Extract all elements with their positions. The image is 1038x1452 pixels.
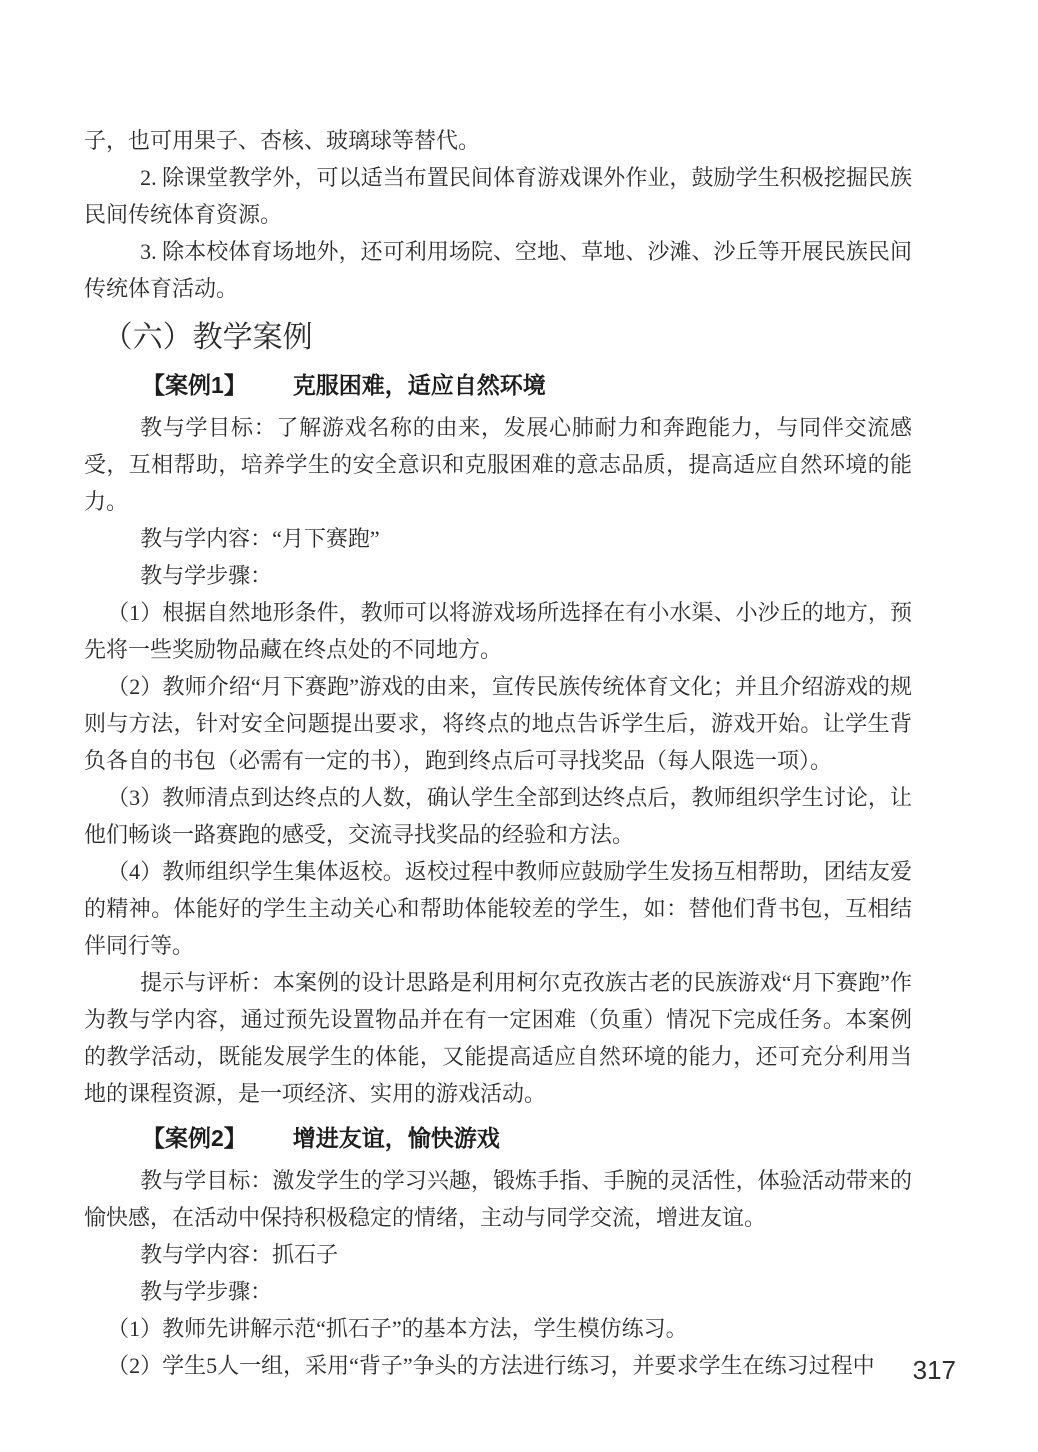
case1-heading [84, 367, 912, 403]
case1-step-1: （1）根据自然地形条件，教师可以将游戏场所选择在有小水渠、小沙丘的地方，预先将一些奖励物品藏在终点处的不同地方。 [84, 600, 912, 662]
intro-continuation-paragraph: 子，也可用果子、杏核、玻璃球等替代。 [84, 128, 481, 153]
case1-content-paragraph: 教与学内容：“月下赛跑” [140, 526, 380, 551]
case1-step-3: （3）教师清点到达终点的人数，确认学生全部到达终点后，教师组织学生讨论，让他们畅谈一路赛跑的感受，交流寻找奖品的经验和方法。 [84, 785, 912, 847]
section-heading: （六）教学案例 [102, 321, 313, 354]
case2-heading [84, 1120, 912, 1156]
intro-item-2-paragraph: 2. 除课堂教学外，可以适当布置民间体育游戏课外作业，鼓励学生积极挖掘民族民间传统体育资源。 [84, 165, 912, 227]
case1-step-4: （4）教师组织学生集体返校。返校过程中教师应鼓励学生发扬互相帮助，团结友爱的精神。体能好的学生主动关心和帮助体能较差的学生，如：替他们背书包，互相结伴同行等。 [84, 859, 912, 958]
case1-goal-paragraph: 教与学目标：了解游戏名称的由来，发展心肺耐力和奔跑能力，与同伴交流感受，互相帮助，培养学生的安全意识和克服困难的意志品质，提高适应自然环境的能力。 [84, 415, 912, 514]
case2-steps-label: 教与学步骤： [140, 1279, 273, 1304]
case2-title: 增进友谊，愉快游戏 [292, 1125, 500, 1151]
intro-item-3-paragraph: 3. 除本校体育场地外，还可利用场院、空地、草地、沙滩、沙丘等开展民族民间传统体育活动。 [84, 239, 912, 301]
case2-goal-paragraph: 教与学目标：激发学生的学习兴趣，锻炼手指、手腕的灵活性，体验活动带来的愉快感，在活动中保持积极稳定的情绪，主动与同学交流，增进友谊。 [84, 1168, 912, 1230]
case2-step-2: （2）学生5人一组，采用“背子”争头的方法进行练习，并要求学生在练习过程中 [107, 1353, 875, 1378]
page-body-text [84, 122, 912, 1384]
case2-step-1: （1）教师先讲解示范“抓石子”的基本方法，学生模仿练习。 [107, 1316, 688, 1341]
case1-steps-label: 教与学步骤： [140, 563, 273, 588]
case1-label: 【案例1】 [142, 372, 247, 398]
page-number: 317 [912, 1355, 956, 1385]
case1-title: 克服困难，适应自然环境 [292, 372, 546, 398]
case2-content-paragraph: 教与学内容：抓石子 [140, 1242, 339, 1267]
case1-review-paragraph: 提示与评析：本案例的设计思路是利用柯尔克孜族古老的民族游戏“月下赛跑”作为教与学内容，通过预先设置物品并在有一定困难（负重）情况下完成任务。本案例的教学活动，既能发展学生的体能，又能提高适应自然环境的能力，还可充分利用当地的课程资源，是一项经济、实用的游戏活动。 [84, 970, 912, 1106]
case2-label: 【案例2】 [142, 1125, 247, 1151]
case1-step-2: （2）教师介绍“月下赛跑”游戏的由来，宣传民族传统体育文化；并且介绍游戏的规则与方法，针对安全问题提出要求，将终点的地点告诉学生后，游戏开始。让学生背负各自的书包（必需有一定的书），跑到终点后可寻找奖品（每人限选一项）。 [84, 674, 912, 773]
